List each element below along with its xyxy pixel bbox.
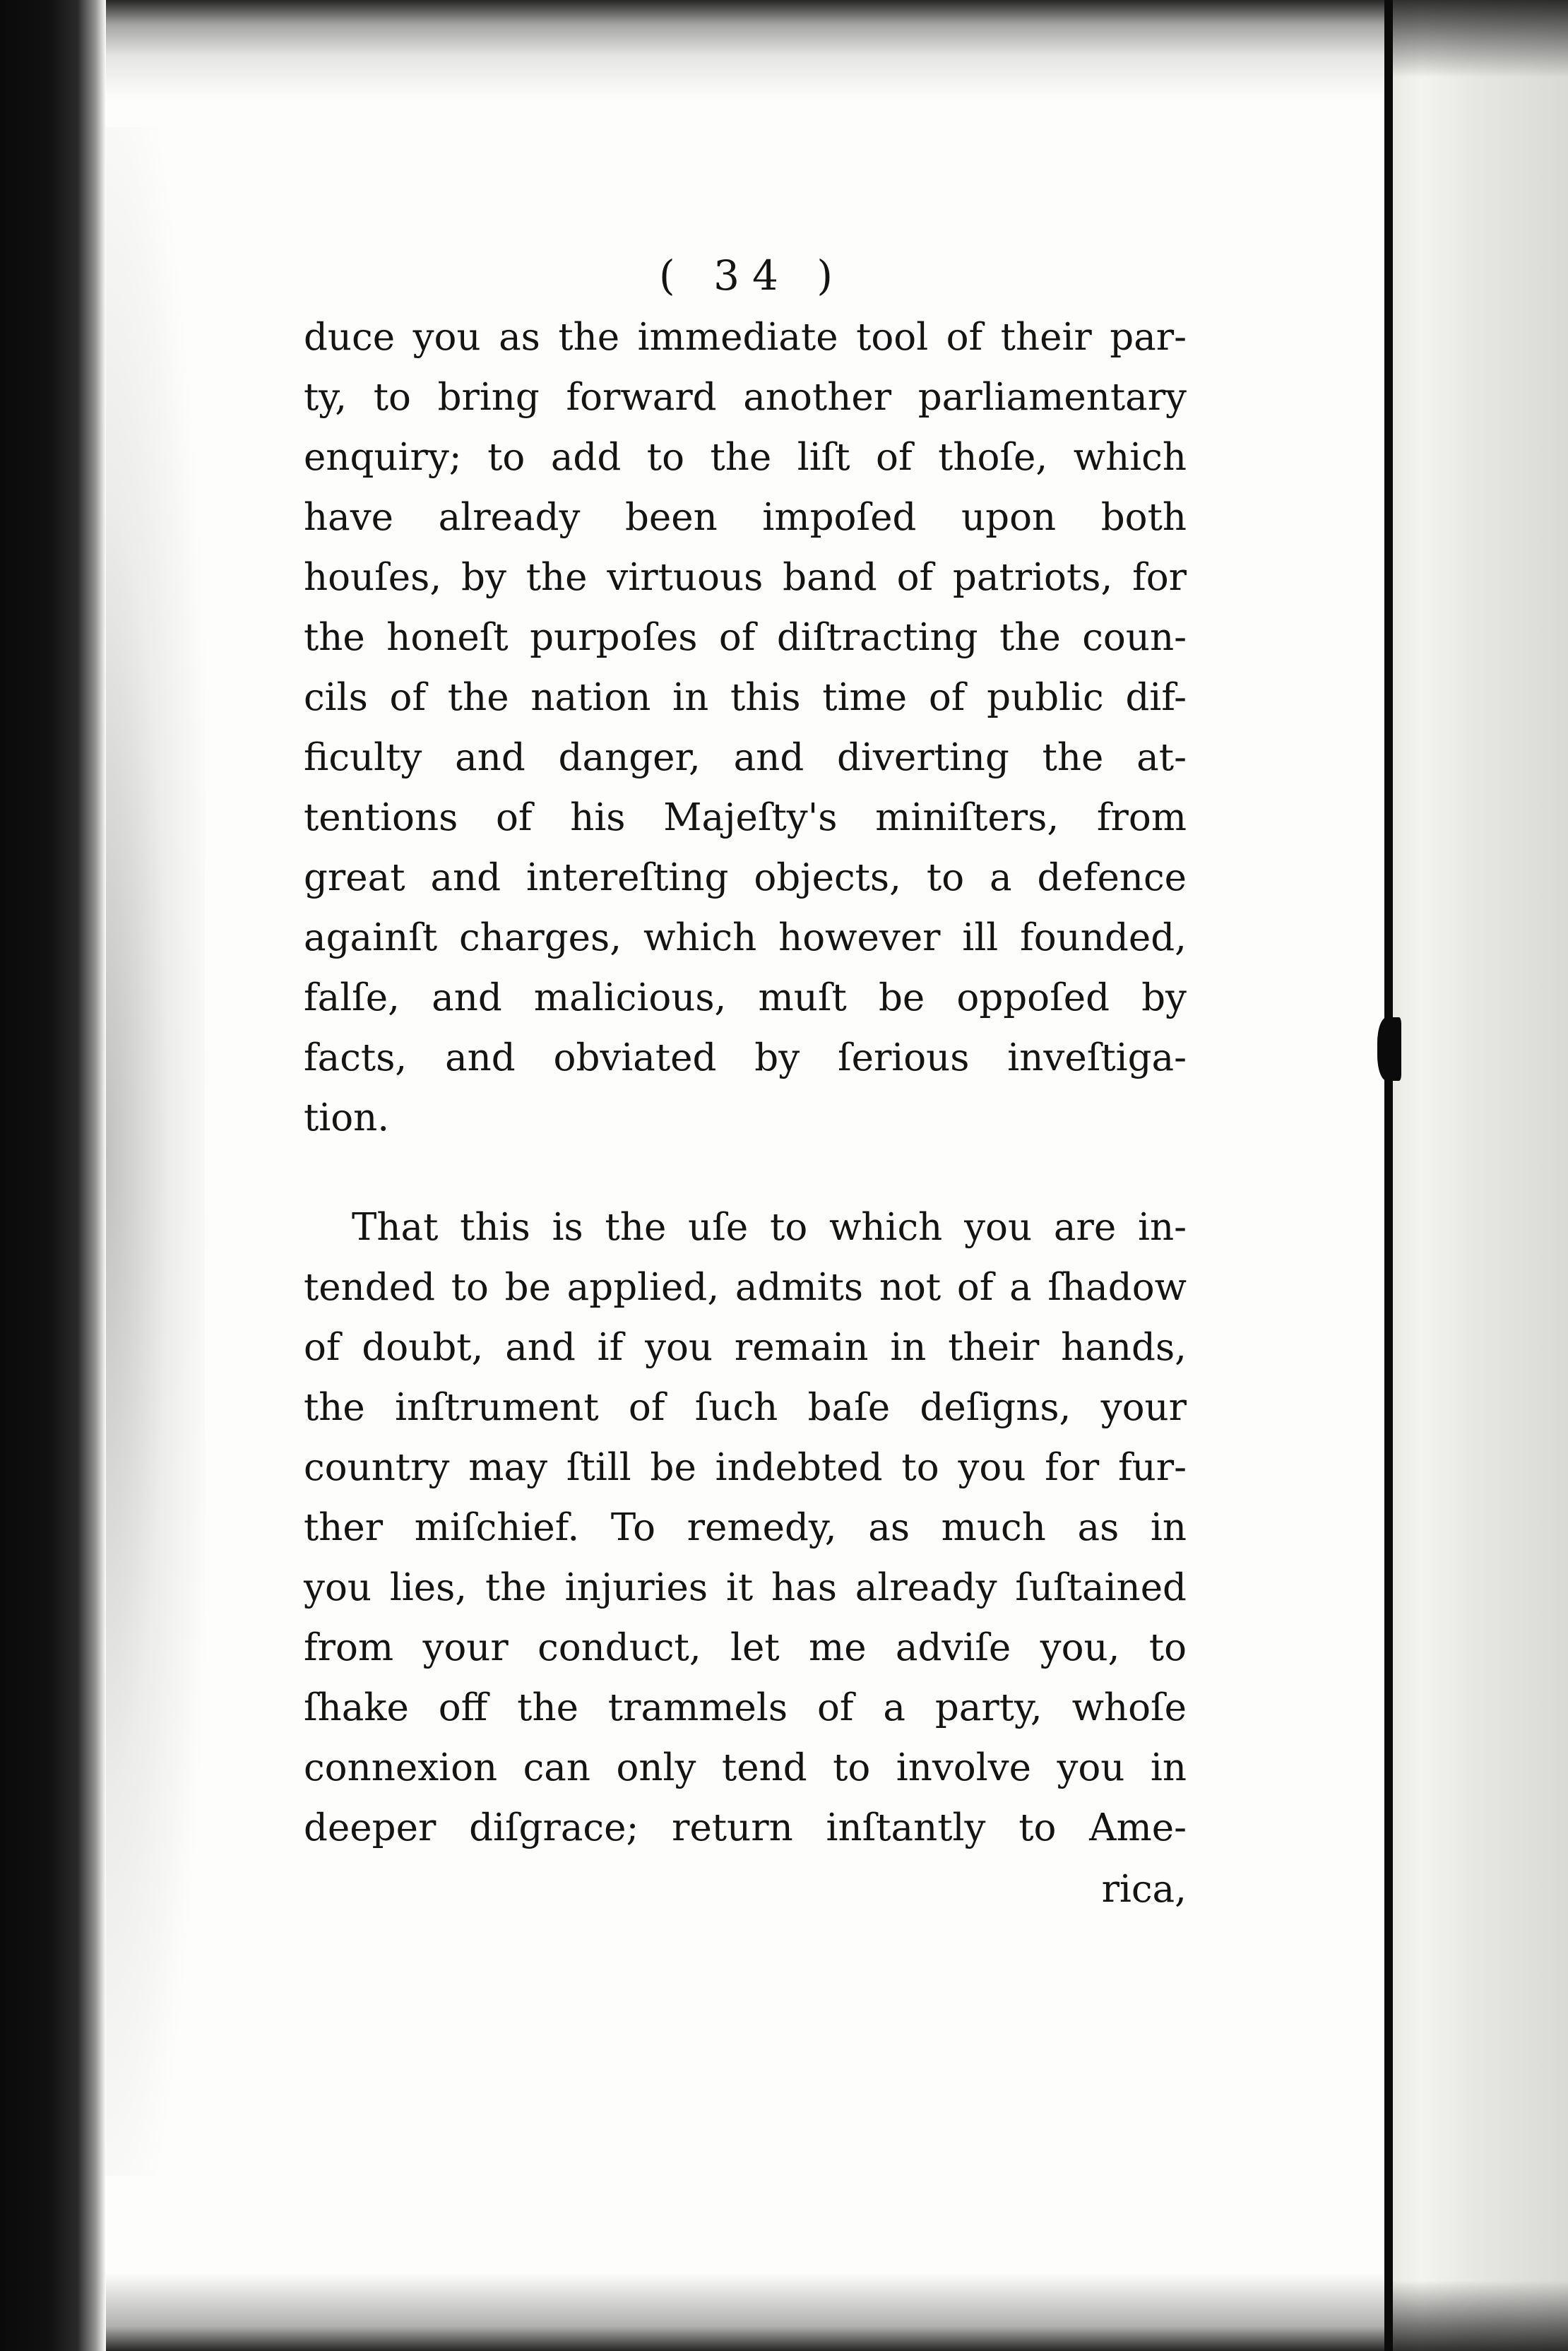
text-line: deeper diſgrace; return inſtantly to Ame-	[304, 1806, 1187, 1849]
text-line: have already been impoſed upon both	[304, 496, 1187, 539]
text-line: againſt charges, which however ill founded,	[304, 916, 1187, 959]
text-line: duce you as the immediate tool of their par-	[304, 316, 1187, 359]
scan-shadow-top	[106, 0, 1391, 99]
text-line: country may ſtill be indebted to you for fur-	[304, 1446, 1187, 1489]
book-gutter	[1384, 0, 1393, 2351]
page-number: ( 34 )	[659, 251, 845, 300]
paragraph-1	[304, 307, 1187, 1148]
text-line: ficulty and danger, and diverting the at-	[304, 736, 1187, 779]
page-stain	[106, 127, 205, 2176]
facing-page-shadow-top	[1393, 0, 1568, 78]
text-line: falſe, and malicious, muſt be oppoſed by	[304, 976, 1187, 1019]
text-line: cils of the nation in this time of public dif-	[304, 676, 1187, 719]
page-text	[304, 244, 1187, 1921]
text-line: That this is the uſe to which you are in-	[352, 1206, 1187, 1249]
catchword: rica,	[1101, 1868, 1187, 1911]
text-line: ther miſchief. To remedy, as much as in	[304, 1506, 1187, 1549]
text-line: tentions of his Majeſty's miniſters, from	[304, 796, 1187, 839]
facing-page-edge	[1393, 0, 1568, 2351]
gutter-mark	[1377, 1017, 1401, 1081]
text-line: connexion can only tend to involve you in	[304, 1746, 1187, 1789]
text-line: ty, to bring forward another parliamentary	[304, 376, 1187, 419]
text-line: you lies, the injuries it has already ſuſtained	[304, 1566, 1187, 1609]
text-line: of doubt, and if you remain in their hands,	[304, 1326, 1187, 1369]
text-line: tended to be applied, admits not of a ſhadow	[304, 1266, 1187, 1309]
text-line: from your conduct, let me adviſe you, to	[304, 1626, 1187, 1669]
text-line: the inſtrument of ſuch baſe deſigns, your	[304, 1386, 1187, 1429]
paragraph-spacer	[304, 1148, 1187, 1197]
text-line: enquiry; to add to the liſt of thoſe, which	[304, 436, 1187, 479]
text-line: ſhake off the trammels of a party, whoſe	[304, 1686, 1187, 1729]
text-line: the honeſt purpoſes of diſtracting the coun-	[304, 616, 1187, 659]
text-line: houſes, by the virtuous band of patriots, for	[304, 556, 1187, 599]
text-line: facts, and obviated by ſerious inveſtiga-	[304, 1036, 1187, 1079]
facing-page-shadow-bottom	[1393, 2280, 1568, 2351]
text-line: great and intereſting objects, to a defence	[304, 856, 1187, 899]
text-line: tion.	[304, 1096, 390, 1139]
scan-shadow-bottom	[106, 2273, 1391, 2351]
paragraph-2	[304, 1197, 1187, 1858]
scan-border-left	[0, 0, 106, 2351]
